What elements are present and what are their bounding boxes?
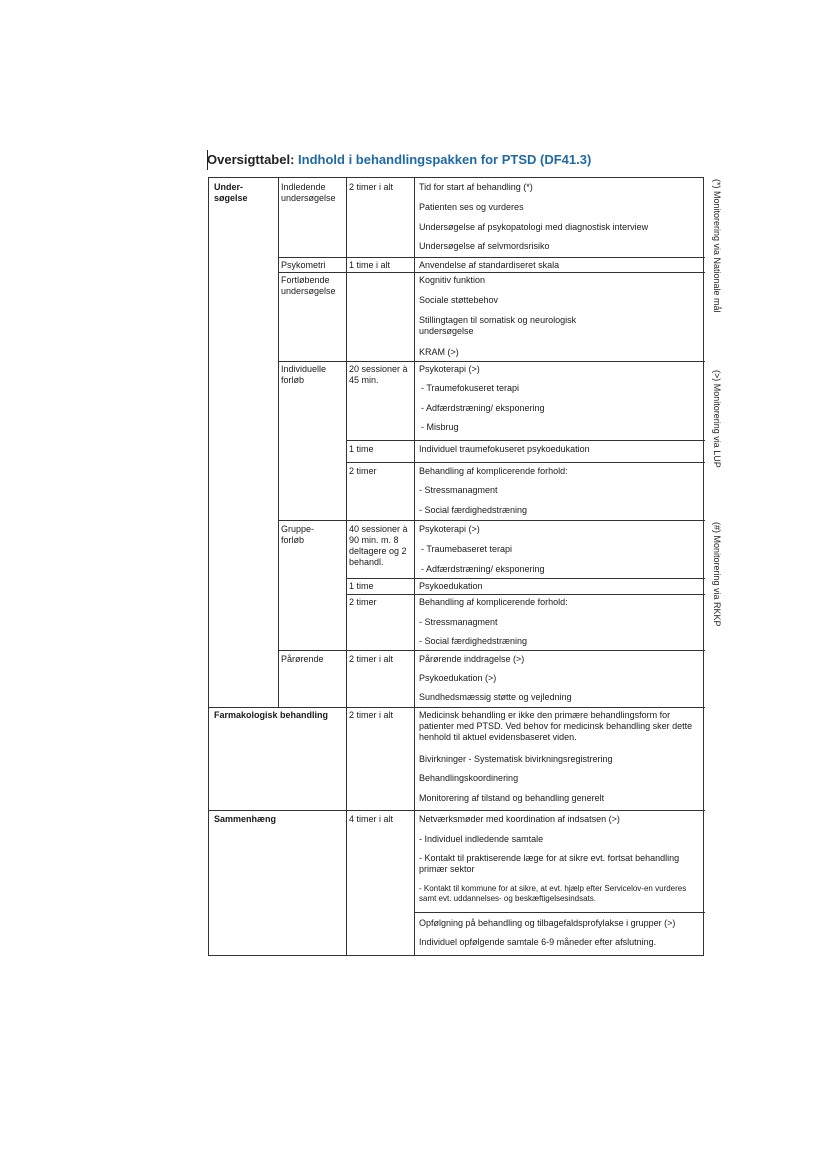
content-item: Individuel opfølgende samtale 6-9 måneder efter afslutning. xyxy=(419,937,657,947)
content-item: Undersøgelse af selvmordsrisiko xyxy=(419,241,550,251)
grid-line xyxy=(414,178,415,955)
grid-line xyxy=(346,594,705,595)
content-item: Anvendelse af standardiseret skala xyxy=(419,260,560,270)
content-item: - Traumebaseret terapi xyxy=(421,544,513,554)
content-item: Bivirkninger - Systematisk bivirkningsregistrering xyxy=(419,754,613,764)
sub-individuelle: Individuelle forløb xyxy=(281,364,327,385)
grid-line xyxy=(278,650,705,651)
time-sammenhaeng: 4 timer i alt xyxy=(349,814,394,824)
content-item: Undersøgelse af psykopatologi med diagnostisk interview xyxy=(419,222,649,232)
side-note-lup: (>) Monitorering via LUP xyxy=(712,370,722,468)
content-item: Behandling af komplicerende forhold: xyxy=(419,466,568,476)
content-item: - Adfærdstræning/ eksponering xyxy=(421,564,545,574)
content-item: Pårørende inddragelse (>) xyxy=(419,654,525,664)
grid-line xyxy=(414,912,705,913)
content-item: - Social færdighedstræning xyxy=(419,505,528,515)
content-item: Netværksmøder med koordination af indsatsen (>) xyxy=(419,814,620,824)
content-item: Sociale støttebehov xyxy=(419,295,499,305)
content-item: - Kontakt til kommune for at sikre, at evt. hjælp efter Servicelov-en vurderes samt evt. uddannelses- og beskæftigelsesindsats. xyxy=(419,884,687,903)
time-gruppe-3: 2 timer xyxy=(349,597,377,607)
content-item: Patienten ses og vurderes xyxy=(419,202,524,212)
time-individuelle-1: 20 sessioner à 45 min. xyxy=(349,364,408,385)
content-item: - Social færdighedstræning xyxy=(419,636,528,646)
content-item: Behandlingskoordinering xyxy=(419,773,519,783)
grid-line xyxy=(278,257,705,258)
content-item: Stillingtagen til somatisk og neurologisk undersøgelse xyxy=(419,315,577,336)
side-note-national: (*) Monitorering via Nationale mål xyxy=(712,179,722,313)
section-sammenhaeng: Sammenhæng xyxy=(214,814,277,824)
sub-fortlobende: Fortløbende undersøgelse xyxy=(281,275,336,296)
content-item: - Stressmanagment xyxy=(419,617,498,627)
content-item: Psykoterapi (>) xyxy=(419,524,480,534)
grid-line xyxy=(209,707,705,708)
content-item: Behandling af komplicerende forhold: xyxy=(419,597,568,607)
content-item: Monitorering af tilstand og behandling generelt xyxy=(419,793,605,803)
grid-line xyxy=(278,361,705,362)
time-farmakologisk: 2 timer i alt xyxy=(349,710,394,720)
content-item: Sundhedsmæssig støtte og vejledning xyxy=(419,692,572,702)
content-item: Psykoedukation (>) xyxy=(419,673,497,683)
time-gruppe-2: 1 time xyxy=(349,581,374,591)
grid-line xyxy=(346,578,705,579)
content-item: Opfølgning på behandling og tilbagefaldsprofylakse i grupper (>) xyxy=(419,918,676,928)
sub-psykometri: Psykometri xyxy=(281,260,326,270)
page-title xyxy=(207,152,591,167)
sub-parorende: Pårørende xyxy=(281,654,324,664)
title-lead: Oversigttabel: xyxy=(207,152,299,167)
sub-indledende: Indledende undersøgelse xyxy=(281,182,336,203)
time-indledende: 2 timer i alt xyxy=(349,182,394,192)
time-gruppe-1: 40 sessioner à 90 min. m. 8 deltagere og 2 behandl. xyxy=(349,524,408,567)
time-individuelle-2: 1 time xyxy=(349,444,374,454)
grid-line xyxy=(209,810,705,811)
overview-table xyxy=(208,177,704,956)
grid-line xyxy=(346,440,705,441)
content-item: Tid for start af behandling (*) xyxy=(419,182,533,192)
content-item: - Adfærdstræning/ eksponering xyxy=(421,403,545,413)
content-item: - Individuel indledende samtale xyxy=(419,834,544,844)
time-psykometri: 1 time i alt xyxy=(349,260,391,270)
content-item: - Kontakt til praktiserende læge for at sikre evt. fortsat behandling primær sektor xyxy=(419,853,680,874)
grid-line xyxy=(278,272,705,273)
grid-line xyxy=(346,462,705,463)
side-note-rkkp: (#) Monitorering via RKKP xyxy=(712,522,722,627)
time-parorende: 2 timer i alt xyxy=(349,654,394,664)
grid-line xyxy=(346,707,347,955)
content-item: Kognitiv funktion xyxy=(419,275,486,285)
content-item: KRAM (>) xyxy=(419,347,459,357)
content-item: Individuel traumefokuseret psykoedukation xyxy=(419,444,590,454)
content-item: Psykoedukation xyxy=(419,581,483,591)
time-individuelle-3: 2 timer xyxy=(349,466,377,476)
content-item: - Stressmanagment xyxy=(419,485,498,495)
sub-gruppe: Gruppe- forløb xyxy=(281,524,315,545)
content-item: - Misbrug xyxy=(421,422,459,432)
content-item: Medicinsk behandling er ikke den primære behandlingsform for patienter med PTSD. Ved behov for medicinsk behandling sker dette henhold til aktuel evidensbaseret viden. xyxy=(419,710,693,742)
content-item: Psykoterapi (>) xyxy=(419,364,480,374)
grid-line xyxy=(278,520,705,521)
section-farmakologisk: Farmakologisk behandling xyxy=(214,710,329,720)
section-undersogelse: Under- søgelse xyxy=(214,182,248,203)
content-item: - Traumefokuseret terapi xyxy=(421,383,520,393)
title-main: Indhold i behandlingspakken for PTSD (DF41.3) xyxy=(298,152,592,167)
